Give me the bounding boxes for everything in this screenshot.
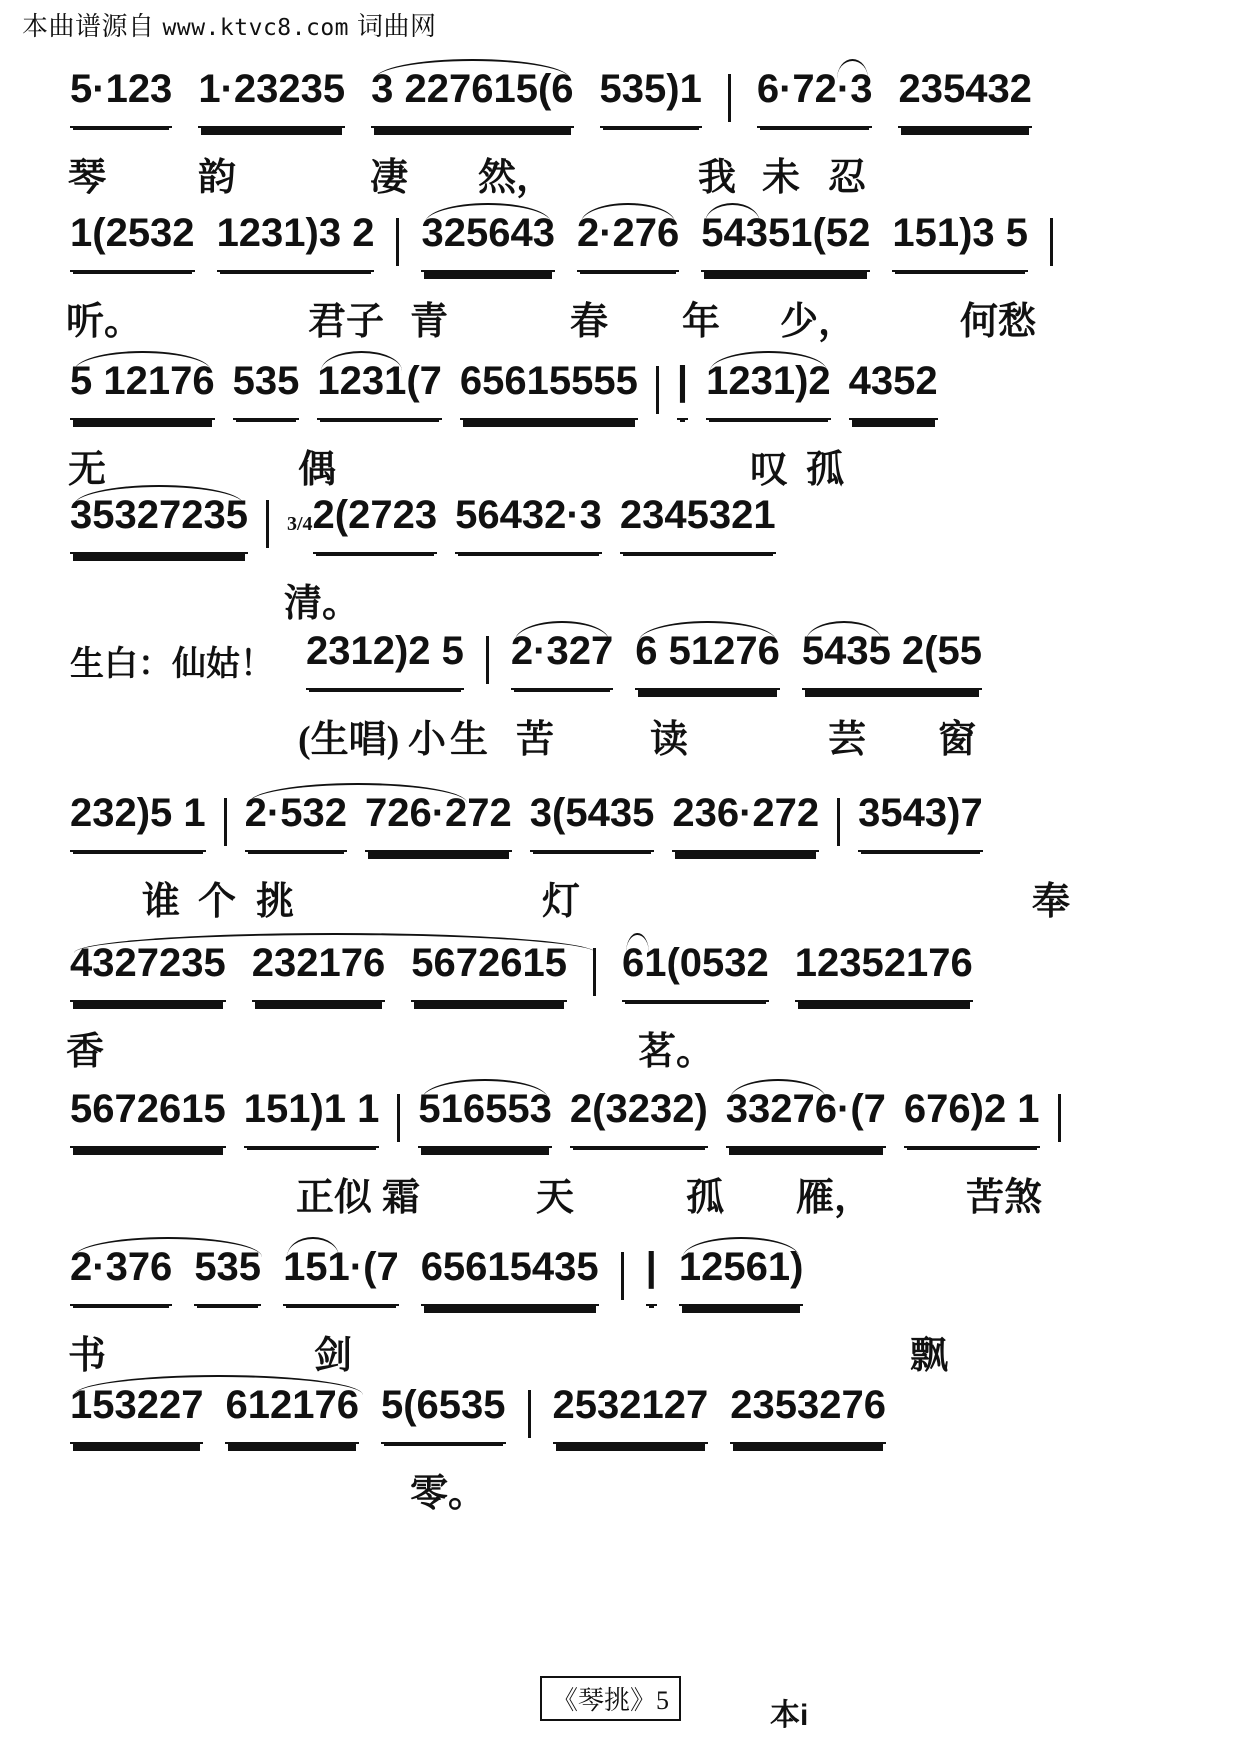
bar-line [528, 1390, 531, 1438]
note-group: 235432 [898, 67, 1031, 128]
note-group: 6·72·3 [757, 67, 873, 128]
lyric: 君子 [308, 301, 385, 343]
note-group: 1(2532 [70, 211, 195, 272]
lyrics-line [68, 438, 1180, 491]
note-group: 232)5 1 [70, 791, 206, 852]
lyric: 未 [762, 157, 801, 199]
bar-line [728, 74, 731, 122]
note-group: 2312)2 5 [306, 629, 464, 690]
lyric: 孤 [686, 1177, 725, 1219]
lyric: 个 [198, 881, 237, 923]
lyric: 何愁 [960, 301, 1037, 343]
lyric: 读 [650, 719, 689, 761]
bar-line [396, 218, 399, 266]
lyrics-line [70, 572, 1180, 625]
note-group: 61(0532 [622, 941, 769, 1002]
note-group: 35327235 [70, 493, 248, 554]
lyric: 苦煞 [966, 1177, 1043, 1219]
bar-line [266, 500, 269, 548]
bar-line [397, 1094, 400, 1142]
note-group: 2·532 [245, 791, 347, 852]
lyric-role-marker: (生唱) [298, 719, 400, 761]
note-group: 4352 [849, 359, 938, 420]
note-group: 56432·3 [455, 493, 602, 554]
lyric: 叹 [750, 449, 789, 491]
watermark [22, 6, 437, 43]
note-group: 5672615 [411, 941, 567, 1002]
lyric: 凄 [370, 157, 409, 199]
lyric: 苦 [516, 719, 555, 761]
lyrics-line [70, 1462, 1180, 1515]
lyrics-line [70, 708, 1180, 761]
note-group: 151)1 1 [244, 1087, 380, 1148]
lyric: 青 [410, 301, 449, 343]
note-group: 535)1 [600, 67, 702, 128]
lyric: 灯 [542, 881, 581, 923]
lyrics-line [68, 1324, 1180, 1377]
lyric: 我 [698, 157, 737, 199]
note-group: 2·276 [577, 211, 679, 272]
lyric: 忍 [828, 157, 867, 199]
lyric: 听。 [66, 301, 143, 343]
note-group: 4327235 [70, 941, 226, 1002]
note-group: | [646, 1245, 657, 1306]
lyric: 茗。 [638, 1031, 715, 1073]
note-group: 2·327 [511, 629, 613, 690]
note-group: 5672615 [70, 1087, 226, 1148]
note-group: 5 12176 [70, 359, 215, 420]
bar-line [1058, 1094, 1061, 1142]
bar-line [621, 1252, 624, 1300]
note-group: 54351(52 [701, 211, 870, 272]
note-group: 151·(7 [283, 1245, 399, 1306]
watermark-url[interactable]: www.ktvc8.com [162, 15, 350, 41]
lyric: 剑 [314, 1335, 353, 1377]
note-group: 325643 [421, 211, 554, 272]
note-group: 535 [233, 359, 300, 420]
note-group: 2353276 [730, 1383, 886, 1444]
note-group: 3(5435 [530, 791, 655, 852]
note-group: 2(3232) [570, 1087, 708, 1148]
note-group: 232176 [252, 941, 385, 1002]
lyric: 雁， [796, 1177, 873, 1219]
note-group: 676)2 1 [904, 1087, 1040, 1148]
note-group: 535 [194, 1245, 261, 1306]
lyric: 飘 [910, 1335, 949, 1377]
note-group: 151)3 5 [892, 211, 1028, 272]
lyric: 书 [68, 1335, 107, 1377]
lyric: 小 [408, 719, 447, 761]
note-group: 726·272 [365, 791, 512, 852]
note-group: | [677, 359, 688, 420]
bar-line [837, 798, 840, 846]
lyric: 琴 [68, 157, 107, 199]
note-group: 2532127 [553, 1383, 709, 1444]
lyric: 香 [66, 1031, 105, 1073]
lyric: 正似 [296, 1177, 373, 1219]
note-group: 5435 2(55 [802, 629, 982, 690]
lyrics-line [66, 290, 1180, 343]
lyric: 清。 [284, 583, 361, 625]
note-group: 5(6535 [381, 1383, 506, 1444]
note-group: 2345321 [620, 493, 776, 554]
note-group: 3 227615(6 [371, 67, 573, 128]
note-group: 612176 [225, 1383, 358, 1444]
bar-line [1050, 218, 1053, 266]
lyric: 然， [478, 157, 555, 199]
note-group: 1231)2 [706, 359, 831, 420]
time-signature: 3/4 [286, 513, 313, 535]
note-group: 516553 [418, 1087, 551, 1148]
note-group: 1231(7 [317, 359, 442, 420]
lyric: 少， [780, 301, 857, 343]
lyric: 孤 [806, 449, 845, 491]
lyric: 奉 [1032, 881, 1071, 923]
bar-line [593, 948, 596, 996]
note-group: 2(2723 [313, 493, 438, 554]
note-group: 5·123 [70, 67, 172, 128]
lyric: 窗 [938, 719, 977, 761]
watermark-suffix: 词曲网 [357, 12, 437, 42]
bar-line [224, 798, 227, 846]
lyrics-line [68, 146, 1180, 199]
note-group: 153227 [70, 1383, 203, 1444]
speaker-dialogue: 生白：仙姑！ [70, 645, 274, 683]
lyrics-line [70, 1166, 1180, 1219]
page-footer-label: 《琴挑》5 [540, 1676, 681, 1721]
note-group: 12352176 [795, 941, 973, 1002]
lyric: 春 [570, 301, 609, 343]
note-group: 1231)3 2 [217, 211, 375, 272]
note-group: 12561) [679, 1245, 804, 1306]
lyric: 天 [536, 1177, 575, 1219]
bar-line [656, 366, 659, 414]
watermark-site-name: 本曲谱源自 [22, 12, 155, 42]
note-group: 3543)7 [858, 791, 983, 852]
note-group: 65615555 [460, 359, 638, 420]
note-group: 236·272 [672, 791, 819, 852]
lyric: 无 [68, 449, 107, 491]
lyric: 芸 [828, 719, 867, 761]
note-group: 2·376 [70, 1245, 172, 1306]
bar-line [486, 636, 489, 684]
lyric: 韵 [198, 157, 237, 199]
lyric: 偶 [298, 449, 337, 491]
brand-fragment: 本i [770, 1699, 809, 1732]
note-group: 65615435 [421, 1245, 599, 1306]
lyric: 谁 [142, 881, 181, 923]
lyrics-line [70, 870, 1180, 923]
note-group: 6 51276 [635, 629, 780, 690]
lyric: 年 [682, 301, 721, 343]
note-group: 33276·(7 [726, 1087, 886, 1148]
note-group: 1·23235 [198, 67, 345, 128]
lyric: 霜 [382, 1177, 421, 1219]
lyric: 挑 [256, 881, 295, 923]
lyrics-line [66, 1020, 1180, 1073]
lyric: 生 [450, 719, 489, 761]
lyric: 零。 [410, 1473, 487, 1515]
